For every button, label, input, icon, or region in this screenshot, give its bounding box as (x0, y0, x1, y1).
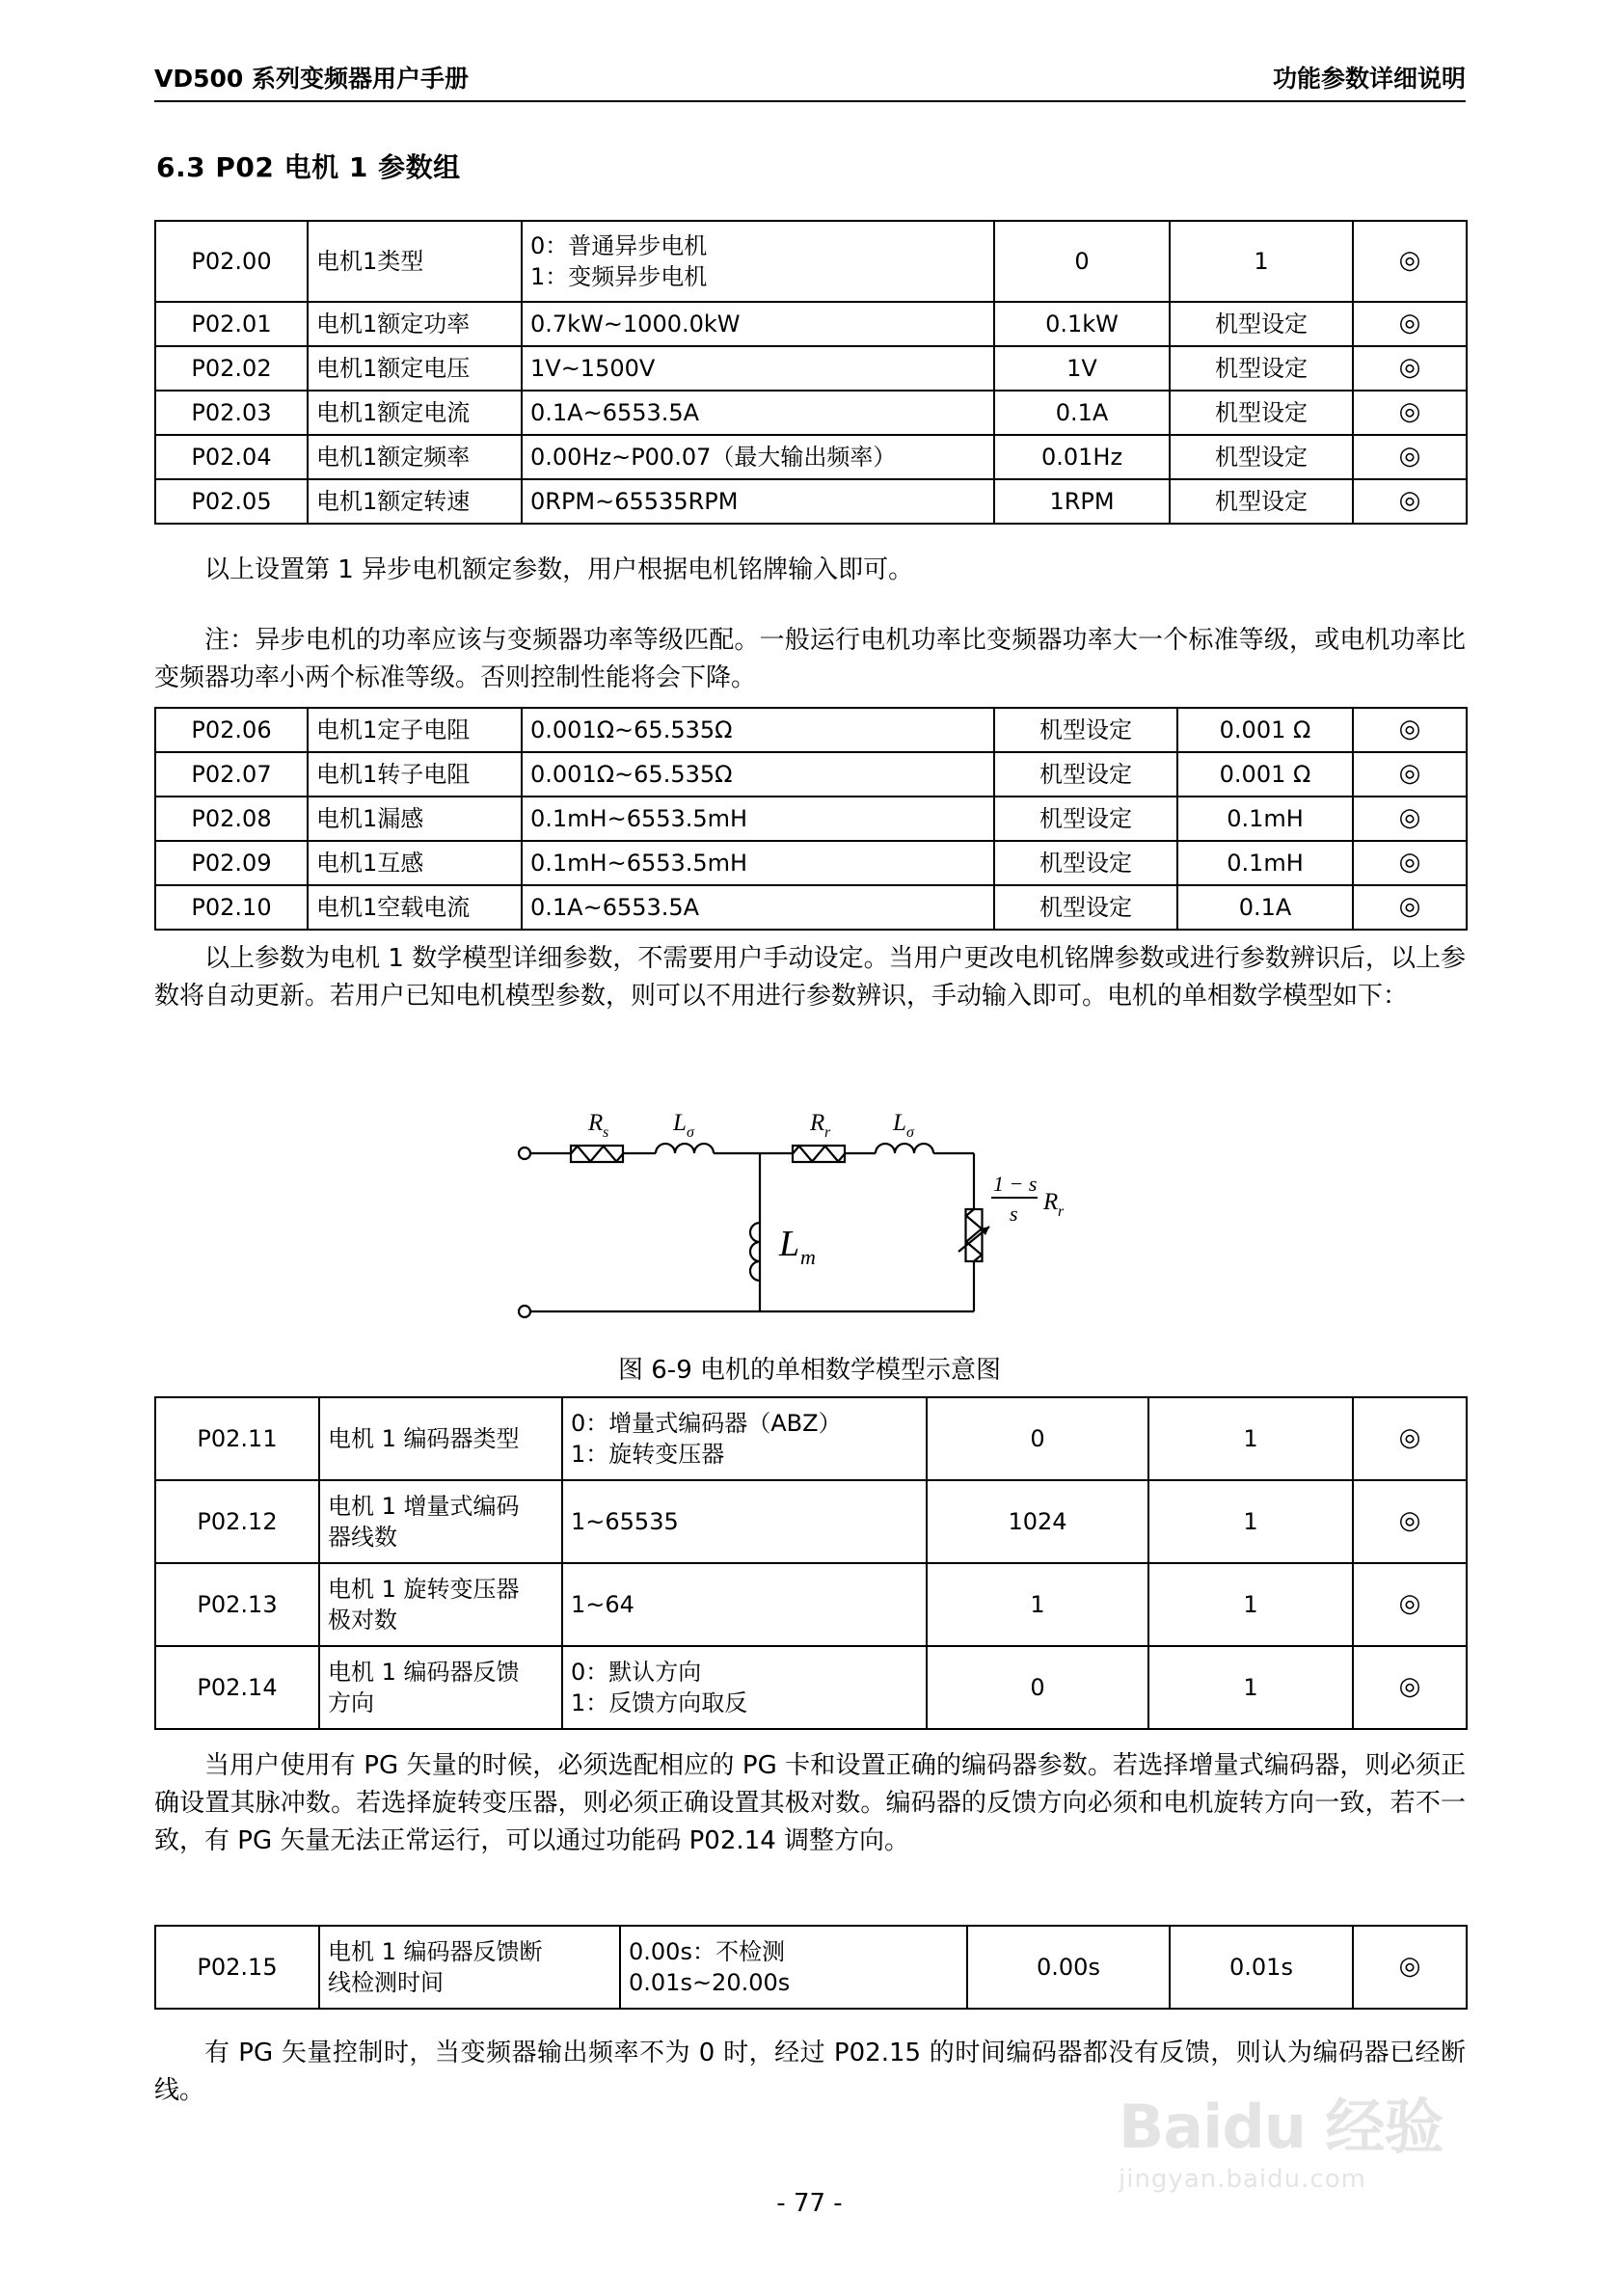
label-lm: L (779, 1224, 800, 1264)
table-row (155, 841, 1467, 885)
param-mark: ◎ (1353, 346, 1467, 391)
label-rs-sub: s (603, 1124, 609, 1141)
param-name-line: 电机 1 编码器反馈断 (328, 1937, 543, 1965)
param-range: 0.001Ω~65.535Ω (522, 752, 994, 797)
label-lsigma1: L (673, 1110, 687, 1136)
table-row (155, 1397, 1467, 1480)
param-mark: ◎ (1353, 391, 1467, 435)
param-mark: ◎ (1353, 221, 1467, 302)
param-mark: ◎ (1353, 435, 1467, 479)
param-name-line: 电机 1 编码器反馈 (328, 1658, 520, 1686)
param-name (319, 1480, 562, 1563)
param-mark: ◎ (1353, 841, 1467, 885)
param-default: 0.1A (1177, 885, 1353, 930)
param-mark: ◎ (1353, 752, 1467, 797)
param-unit: 1024 (927, 1480, 1148, 1563)
param-name-line: 器线数 (328, 1524, 397, 1551)
parameter-table-4 (154, 1925, 1468, 2010)
param-mark: ◎ (1353, 479, 1467, 524)
param-name: 电机1额定电流 (308, 391, 522, 435)
param-name: 电机1漏感 (308, 797, 522, 841)
param-range-line: 0.00s：不检测 (629, 1937, 785, 1965)
param-unit: 1 (927, 1563, 1148, 1646)
param-mark: ◎ (1353, 708, 1467, 752)
table-row (155, 1646, 1467, 1729)
table-row (155, 391, 1467, 435)
label-rs: R (588, 1110, 604, 1136)
param-default: 1 (1170, 221, 1353, 302)
watermark-main-text: Baidu 经验 (1119, 2092, 1444, 2162)
parameter-table-3 (154, 1396, 1468, 1730)
param-range: 1V~1500V (522, 346, 994, 391)
circuit-svg (511, 1109, 1128, 1350)
param-range: 1~65535 (562, 1480, 927, 1563)
label-lm-sub: m (800, 1245, 816, 1269)
param-default: 1 (1148, 1397, 1353, 1480)
param-code: P02.08 (155, 797, 308, 841)
paragraph-1: 以上设置第 1 异步电机额定参数，用户根据电机铭牌输入即可。 (204, 555, 914, 584)
param-default: 1 (1148, 1480, 1353, 1563)
param-mark: ◎ (1353, 1563, 1467, 1646)
param-range-line: 0：普通异步电机 (530, 231, 708, 259)
param-range-line: 0.01s~20.00s (629, 1969, 791, 1996)
table-row (155, 797, 1467, 841)
motor-model-diagram (511, 1109, 1128, 1350)
param-name (319, 1926, 620, 2009)
param-unit: 机型设定 (994, 752, 1177, 797)
param-code: P02.15 (155, 1926, 319, 2009)
table-row (155, 1480, 1467, 1563)
param-name-line: 电机 1 编码器类型 (328, 1424, 520, 1452)
param-range (562, 1397, 927, 1480)
param-name-line: 极对数 (328, 1607, 397, 1634)
param-range: 0.1mH~6553.5mH (522, 841, 994, 885)
param-default: 机型设定 (1170, 391, 1353, 435)
paragraph-2: 注：异步电机的功率应该与变频器功率等级匹配。一般运行电机功率比变频器功率大一个标准等级，或电机功率比变频器功率小两个标准等级。否则控制性能将会下降。 (154, 626, 1466, 692)
param-name: 电机1互感 (308, 841, 522, 885)
param-code: P02.05 (155, 479, 308, 524)
param-mark: ◎ (1353, 1646, 1467, 1729)
param-code: P02.14 (155, 1646, 319, 1729)
param-mark: ◎ (1353, 1926, 1467, 2009)
param-default: 0.001 Ω (1177, 752, 1353, 797)
param-code: P02.11 (155, 1397, 319, 1480)
label-rr: R (810, 1110, 825, 1136)
param-code: P02.10 (155, 885, 308, 930)
param-name: 电机1额定电压 (308, 346, 522, 391)
label-rr-sub: r (824, 1124, 831, 1141)
param-range: 0RPM~65535RPM (522, 479, 994, 524)
param-name: 电机1转子电阻 (308, 752, 522, 797)
table-row (155, 346, 1467, 391)
figure-caption: 图 6-9 电机的单相数学模型示意图 (618, 1356, 1001, 1385)
param-default: 1 (1148, 1646, 1353, 1729)
param-default: 机型设定 (1170, 435, 1353, 479)
param-unit: 0.00s (967, 1926, 1170, 2009)
param-mark: ◎ (1353, 1480, 1467, 1563)
param-code: P02.06 (155, 708, 308, 752)
param-code: P02.07 (155, 752, 308, 797)
param-unit: 0 (927, 1646, 1148, 1729)
param-range (620, 1926, 967, 2009)
param-code: P02.01 (155, 302, 308, 346)
label-lsigma2: L (893, 1110, 906, 1136)
param-name-line: 线检测时间 (328, 1969, 444, 1996)
param-range: 0.1mH~6553.5mH (522, 797, 994, 841)
param-unit: 0 (994, 221, 1170, 302)
paragraph-5: 有 PG 矢量控制时，当变频器输出频率不为 0 时，经过 P02.15 的时间编码器都没有反馈，则认为编码器已经断线。 (154, 2039, 1466, 2105)
param-name (319, 1563, 562, 1646)
label-frac-tail: R (1043, 1189, 1059, 1215)
param-range: 1~64 (562, 1563, 927, 1646)
table-row (155, 302, 1467, 346)
param-unit: 0.1A (994, 391, 1170, 435)
param-range-line: 1：变频异步电机 (530, 263, 708, 290)
param-name: 电机1额定频率 (308, 435, 522, 479)
param-range: 0.001Ω~65.535Ω (522, 708, 994, 752)
param-unit: 0 (927, 1397, 1148, 1480)
label-lsigma1-sub: σ (687, 1124, 694, 1141)
param-unit: 机型设定 (994, 841, 1177, 885)
param-default: 0.001 Ω (1177, 708, 1353, 752)
param-name-line: 电机 1 旋转变压器 (328, 1575, 520, 1603)
param-default: 机型设定 (1170, 302, 1353, 346)
param-default: 机型设定 (1170, 479, 1353, 524)
param-range (522, 221, 994, 302)
param-range-line: 0：增量式编码器（ABZ） (571, 1409, 842, 1437)
label-lsigma2-sub: σ (906, 1124, 914, 1141)
table-row (155, 1563, 1467, 1646)
param-range (562, 1646, 927, 1729)
param-name (319, 1646, 562, 1729)
header-divider (154, 100, 1466, 102)
param-name: 电机1定子电阻 (308, 708, 522, 752)
label-frac-tail-sub: r (1058, 1203, 1065, 1220)
param-name-line: 方向 (328, 1689, 374, 1716)
paragraph-3: 以上参数为电机 1 数学模型详细参数，不需要用户手动设定。当用户更改电机铭牌参数或进行参数辨识后，以上参数将自动更新。若用户已知电机模型参数，则可以不用进行参数辨识，手动输入即可。电机的单相数学模型如下： (154, 944, 1466, 1011)
table-row (155, 435, 1467, 479)
param-name: 电机1空载电流 (308, 885, 522, 930)
table-row (155, 708, 1467, 752)
param-default: 0.1mH (1177, 841, 1353, 885)
param-name: 电机1额定转速 (308, 479, 522, 524)
param-code: P02.09 (155, 841, 308, 885)
param-range-line: 1：旋转变压器 (571, 1441, 725, 1468)
param-code: P02.00 (155, 221, 308, 302)
header-right-title: 功能参数详细说明 (1272, 65, 1466, 93)
watermark-sub-text: jingyan.baidu.com (1119, 2165, 1366, 2194)
param-mark: ◎ (1353, 1397, 1467, 1480)
param-range: 0.1A~6553.5A (522, 885, 994, 930)
param-unit: 机型设定 (994, 797, 1177, 841)
param-unit: 机型设定 (994, 708, 1177, 752)
param-unit: 1RPM (994, 479, 1170, 524)
param-name: 电机1额定功率 (308, 302, 522, 346)
param-unit: 0.01Hz (994, 435, 1170, 479)
param-code: P02.13 (155, 1563, 319, 1646)
param-default: 机型设定 (1170, 346, 1353, 391)
page-number: - 77 - (776, 2189, 843, 2218)
param-unit: 机型设定 (994, 885, 1177, 930)
param-range: 0.1A~6553.5A (522, 391, 994, 435)
parameter-table-1 (154, 220, 1468, 525)
table-row (155, 1926, 1467, 2009)
param-default: 1 (1148, 1563, 1353, 1646)
param-unit: 0.1kW (994, 302, 1170, 346)
page-header (154, 60, 1466, 95)
paragraph-4: 当用户使用有 PG 矢量的时候，必须选配相应的 PG 卡和设置正确的编码器参数。若选择增量式编码器，则必须正确设置其脉冲数。若选择旋转变压器，则必须正确设置其极对数。编码器的反馈方向必须和电机旋转方向一致，若不一致，有 PG 矢量无法正常运行，可以通过功能码 P02.14 调整方向。 (154, 1751, 1466, 1855)
param-code: P02.04 (155, 435, 308, 479)
param-code: P02.12 (155, 1480, 319, 1563)
param-name-line: 电机 1 增量式编码 (328, 1492, 520, 1520)
param-mark: ◎ (1353, 885, 1467, 930)
param-code: P02.02 (155, 346, 308, 391)
parameter-table-2 (154, 707, 1468, 931)
param-unit: 1V (994, 346, 1170, 391)
param-default: 0.01s (1170, 1926, 1353, 2009)
header-left-title: VD500 系列变频器用户手册 (154, 65, 469, 93)
table-row (155, 752, 1467, 797)
param-range: 0.7kW~1000.0kW (522, 302, 994, 346)
label-frac-numerator: 1 − s (993, 1172, 1038, 1196)
table-row (155, 885, 1467, 930)
label-frac-denominator: s (1010, 1202, 1018, 1226)
param-range-line: 0：默认方向 (571, 1658, 702, 1686)
table-row (155, 221, 1467, 302)
table-row (155, 479, 1467, 524)
param-name (319, 1397, 562, 1480)
param-code: P02.03 (155, 391, 308, 435)
param-mark: ◎ (1353, 302, 1467, 346)
param-range-line: 1：反馈方向取反 (571, 1689, 748, 1716)
param-range: 0.00Hz~P00.07（最大输出频率） (522, 435, 994, 479)
param-name: 电机1类型 (308, 221, 522, 302)
param-default: 0.1mH (1177, 797, 1353, 841)
section-heading: 6.3 P02 电机 1 参数组 (156, 151, 461, 183)
param-mark: ◎ (1353, 797, 1467, 841)
